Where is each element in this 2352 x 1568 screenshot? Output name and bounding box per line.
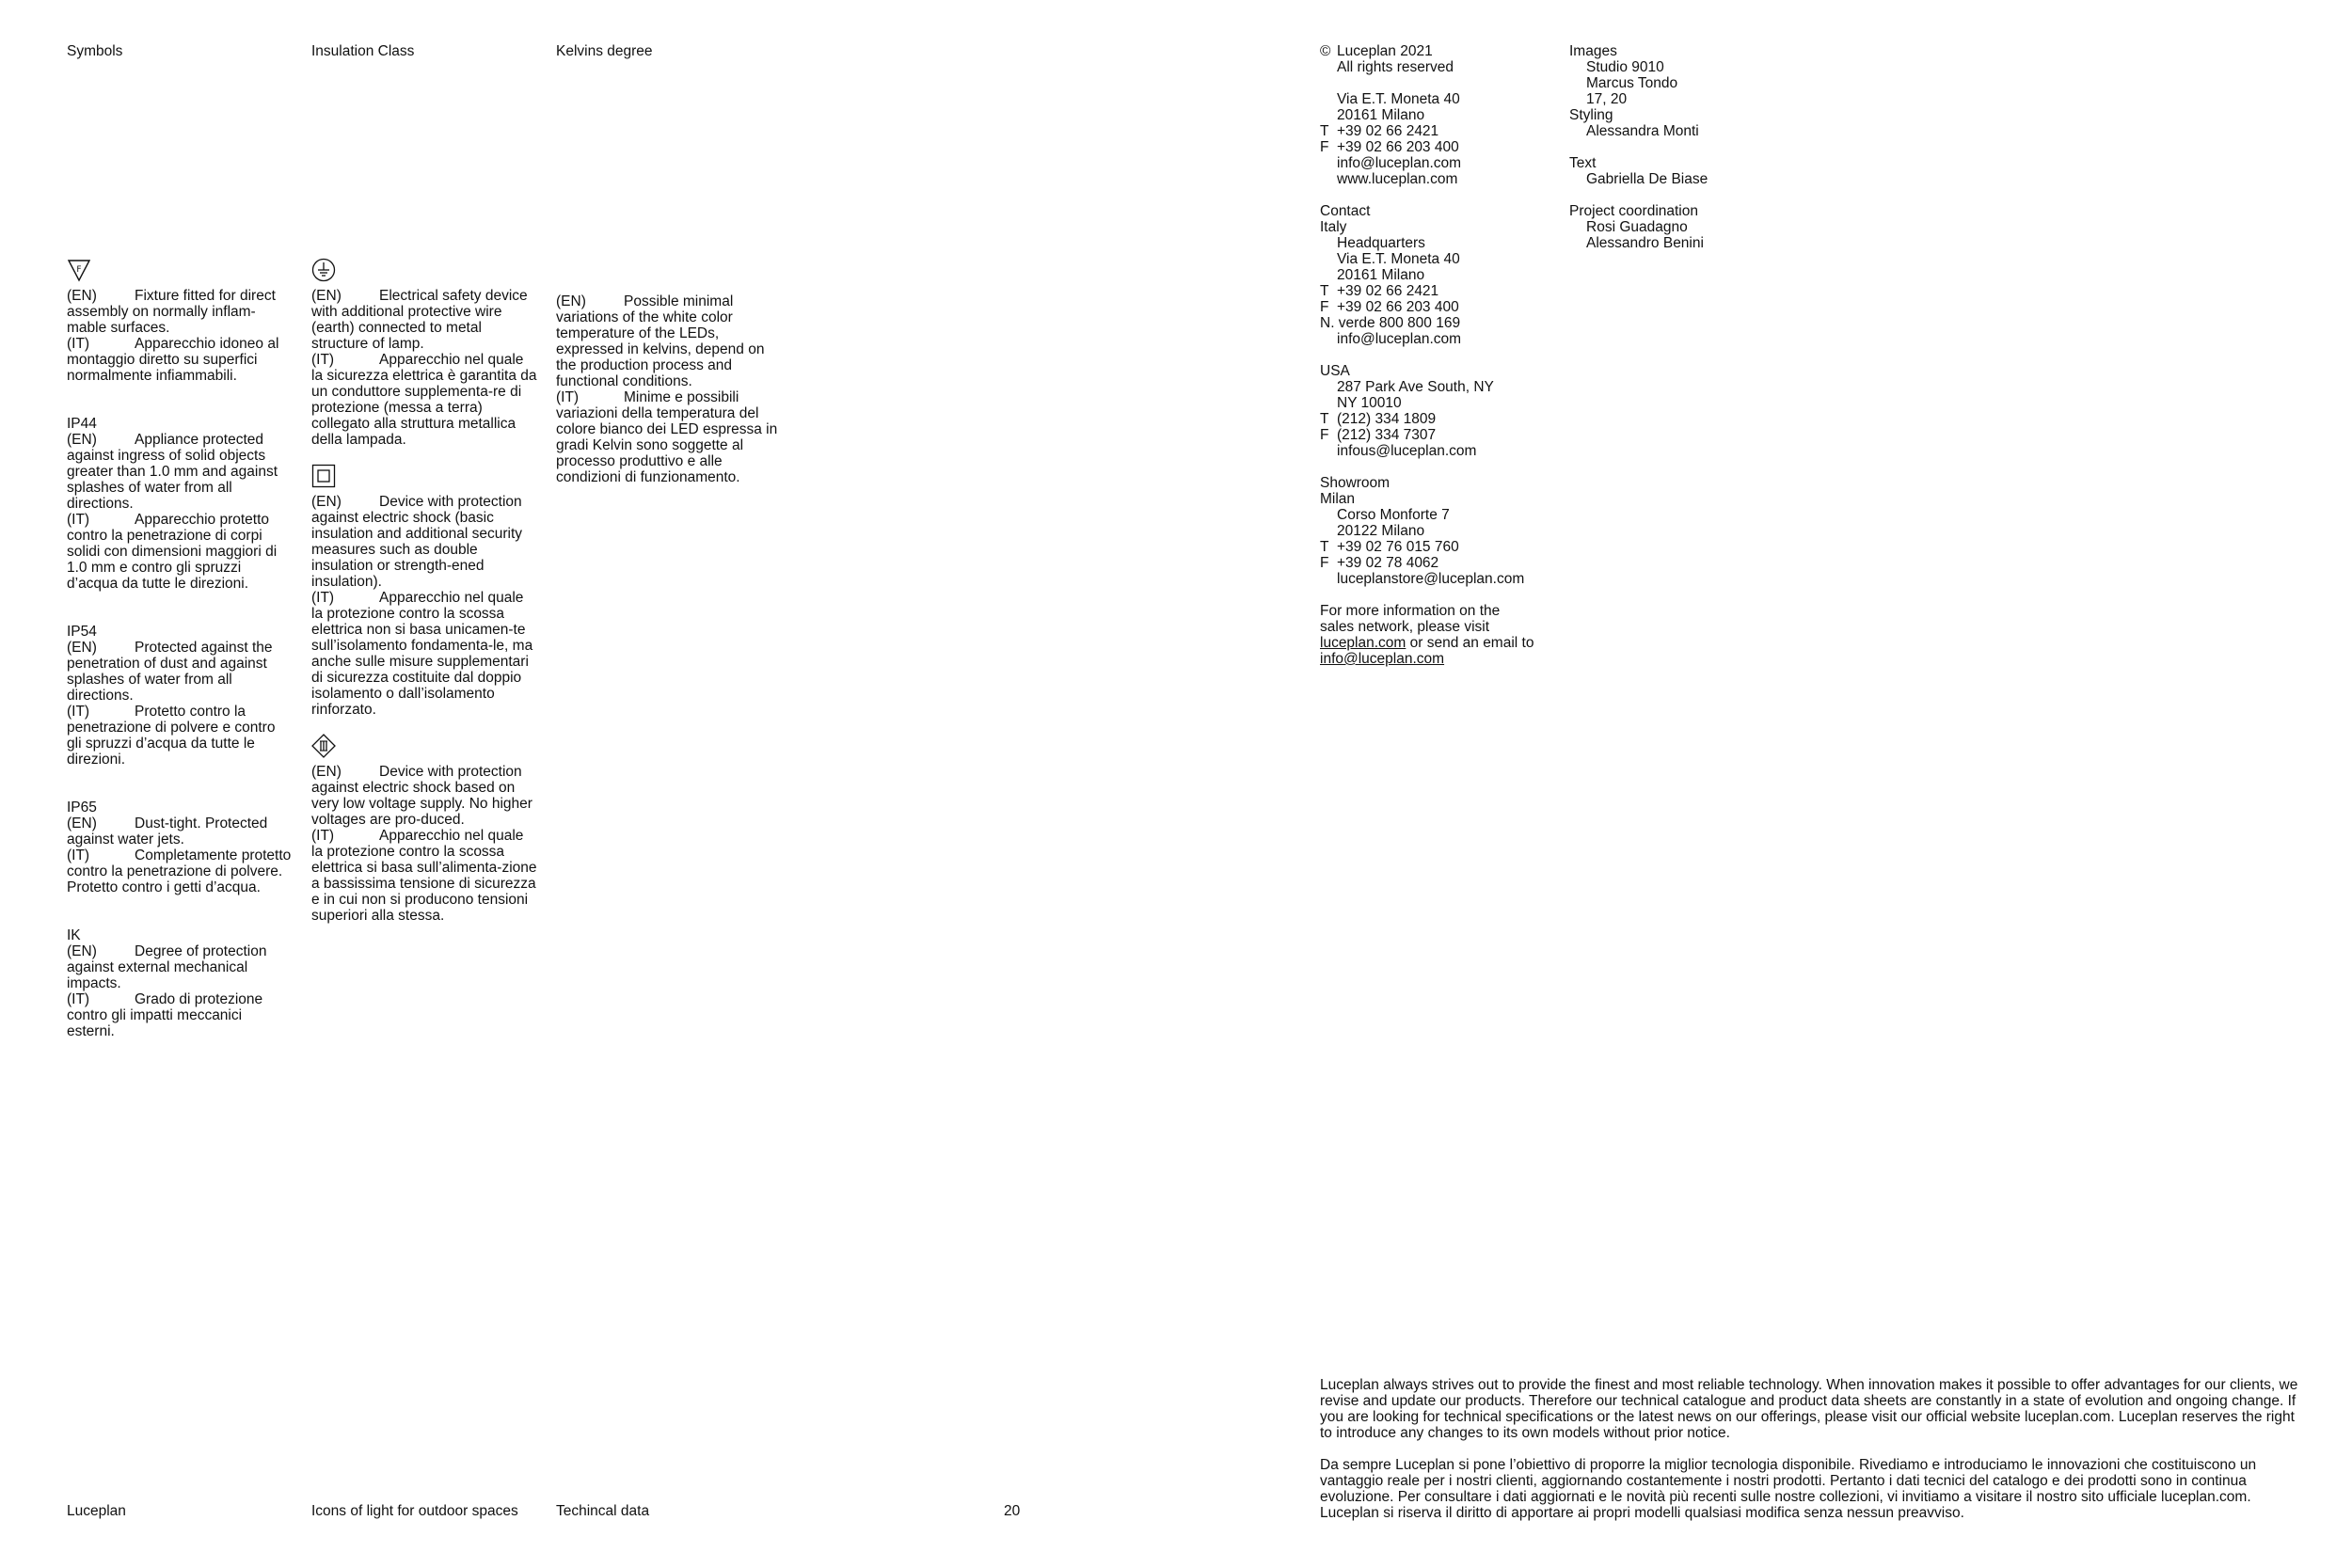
showroom-fax: +39 02 78 4062 bbox=[1337, 555, 1439, 571]
diamond-roman-three-icon bbox=[311, 734, 336, 758]
en-tag: (EN) bbox=[67, 288, 97, 304]
legal-notice bbox=[1320, 1377, 2298, 1521]
svg-text:F: F bbox=[76, 265, 82, 275]
fax-label: F bbox=[1320, 139, 1329, 155]
info-email-link[interactable]: info@luceplan.com bbox=[1320, 651, 1445, 667]
images-credit-3: 17, 20 bbox=[1586, 91, 1628, 107]
earth-en-text: Electrical safety device with additional protective wire (earth) connected to metal structure of lamp. bbox=[311, 288, 528, 352]
class3-en-text: Device with protection against electric shock based on very low voltage supply. No higher voltages are pro-duced. bbox=[311, 764, 532, 828]
phone-label: T bbox=[1320, 411, 1329, 427]
ip65-title: IP65 bbox=[67, 800, 97, 816]
ip44-title: IP44 bbox=[67, 416, 97, 432]
footer-section: Techincal data bbox=[556, 1503, 650, 1519]
f-mark-triangle-icon bbox=[67, 258, 91, 282]
hq-address-1: Via E.T. Moneta 40 bbox=[1337, 251, 1460, 267]
styling-title: Styling bbox=[1569, 107, 1613, 123]
footer-brand: Luceplan bbox=[67, 1503, 126, 1519]
en-tag: (EN) bbox=[311, 494, 342, 510]
showroom-email-link[interactable]: luceplanstore@luceplan.com bbox=[1337, 571, 1525, 587]
fax-label: F bbox=[1320, 555, 1329, 571]
en-tag: (EN) bbox=[311, 288, 342, 304]
usa-fax: (212) 334 7307 bbox=[1337, 427, 1437, 443]
ip44-it-text: Apparecchio protetto contro la penetrazione di corpi solidi con dimensioni maggiori di 1.0 mm e contro gli spruzzi d’acqua da tutte le direzioni. bbox=[67, 512, 278, 592]
class2-it-text: Apparecchio nel quale la protezione contro la scossa elettrica non si basa unicamen-te sull’isolamento fondamenta-le, ma anche sulle misure supplementari di sicurezza costituite dal doppio isolamento o dall’isolamento rinforzato. bbox=[311, 590, 533, 718]
website-link[interactable]: www.luceplan.com bbox=[1337, 171, 1458, 187]
ik-en-text: Degree of protection against external mechanical impacts. bbox=[67, 943, 267, 991]
it-tag: (IT) bbox=[67, 847, 90, 863]
fax-label: F bbox=[1320, 427, 1329, 443]
symbols-column bbox=[67, 258, 293, 1071]
kelvins-en-text: Possible minimal variations of the white color temperature of the LEDs, expressed in kelvins, depend on the production process and functional conditions. bbox=[556, 293, 765, 389]
ip54-title: IP54 bbox=[67, 624, 97, 640]
usa-title: USA bbox=[1320, 363, 1350, 379]
it-tag: (IT) bbox=[556, 389, 580, 405]
coordination-credit-2: Alessandro Benini bbox=[1586, 235, 1704, 251]
it-tag: (IT) bbox=[311, 590, 335, 606]
legal-it: Da sempre Luceplan si pone l’obiettivo di proporre la miglior tecnologia disponibile. Rivediamo e introduciamo le innovazioni che costituiscono un vantaggio reale per i nostri clienti, aggiornando costantemente i nostri prodotti. Pertanto i dati tecnici del catalogo e dei prodotti sono in continua evoluzione. Per consultare i dati aggiornati e le novità più recenti sulle nostre collezioni, vi invitiamo a visitare il nostro sito ufficiale luceplan.com. Luceplan si riserva il diritto di apportare ai propri modelli qualsiasi modifica senza nessun preavviso. bbox=[1320, 1457, 2257, 1521]
earth-it-text: Apparecchio nel quale la sicurezza elettrica è garantita da un conduttore supplementa-re di protezione (messa a terra) collegato alla struttura metallica della lampada. bbox=[311, 352, 537, 448]
ik-block bbox=[67, 927, 293, 1039]
class2-en-text: Device with protection against electric shock (basic insulation and additional security measures such as double insulation or strength-ened insulation). bbox=[311, 494, 523, 590]
kelvins-column bbox=[556, 293, 782, 485]
phone-label: T bbox=[1320, 283, 1329, 299]
en-tag: (EN) bbox=[67, 432, 97, 448]
hq-phone: +39 02 66 2421 bbox=[1337, 283, 1439, 299]
address-line-1: Via E.T. Moneta 40 bbox=[1337, 91, 1460, 107]
it-tag: (IT) bbox=[311, 352, 335, 368]
ip54-block bbox=[67, 624, 293, 768]
styling-credit: Alessandra Monti bbox=[1586, 123, 1699, 139]
phone-label: T bbox=[1320, 123, 1329, 139]
credits-column bbox=[1569, 43, 1804, 251]
kelvins-it-text: Minime e possibili variazioni della temperatura del colore bianco dei LED espressa in gradi Kelvin sono soggette al processo produttivo e alle condizioni di funzionamento. bbox=[556, 389, 778, 485]
more-info-line-1: For more information on the bbox=[1320, 603, 1501, 619]
text-credit: Gabriella De Biase bbox=[1586, 171, 1708, 187]
ip54-en-text: Protected against the penetration of dust and against splashes of water from all directions. bbox=[67, 640, 273, 704]
ik-title: IK bbox=[67, 927, 81, 943]
it-tag: (IT) bbox=[67, 991, 90, 1007]
usa-address-2: NY 10010 bbox=[1337, 395, 1402, 411]
class2-block bbox=[311, 464, 537, 718]
coordination-title: Project coordination bbox=[1569, 203, 1698, 219]
hq-email-link[interactable]: info@luceplan.com bbox=[1337, 331, 1462, 347]
f-mark-it-text: Apparecchio idoneo al montaggio diretto su superfici normalmente infiammabili. bbox=[67, 336, 279, 384]
hq-toll-free: N. verde 800 800 169 bbox=[1320, 315, 1461, 331]
double-square-icon bbox=[311, 464, 336, 488]
phone-label: T bbox=[1320, 539, 1329, 555]
usa-address-1: 287 Park Ave South, NY bbox=[1337, 379, 1494, 395]
contact-title: Contact bbox=[1320, 203, 1371, 219]
hq-address-2: 20161 Milano bbox=[1337, 267, 1425, 283]
class3-it-text: Apparecchio nel quale la protezione contro la scossa elettrica si basa sull’alimenta-zione a bassissima tensione di sicurezza e in cui non si producono tensioni superiori alla stessa. bbox=[311, 828, 537, 924]
luceplan-link[interactable]: luceplan.com bbox=[1320, 635, 1406, 651]
en-tag: (EN) bbox=[311, 764, 342, 780]
insulation-column bbox=[311, 258, 537, 924]
it-tag: (IT) bbox=[67, 704, 90, 720]
showroom-address-2: 20122 Milano bbox=[1337, 523, 1425, 539]
phone: +39 02 66 2421 bbox=[1337, 123, 1439, 139]
earth-block bbox=[311, 258, 537, 448]
fax: +39 02 66 203 400 bbox=[1337, 139, 1459, 155]
usa-email-link[interactable]: infous@luceplan.com bbox=[1337, 443, 1477, 459]
showroom-phone: +39 02 76 015 760 bbox=[1337, 539, 1459, 555]
class3-block bbox=[311, 734, 537, 924]
images-credit-2: Marcus Tondo bbox=[1586, 75, 1678, 91]
fax-label: F bbox=[1320, 299, 1329, 315]
copyright: Luceplan 2021 bbox=[1337, 43, 1433, 59]
rights: All rights reserved bbox=[1337, 59, 1454, 75]
en-tag: (EN) bbox=[556, 293, 586, 309]
images-credit-1: Studio 9010 bbox=[1586, 59, 1664, 75]
images-title: Images bbox=[1569, 43, 1617, 59]
header-kelvins-degree: Kelvins degree bbox=[556, 43, 653, 59]
address-line-2: 20161 Milano bbox=[1337, 107, 1425, 123]
italy-title: Italy bbox=[1320, 219, 1347, 235]
copyright-sign: © bbox=[1320, 43, 1331, 59]
more-info-line-2: sales network, please visit bbox=[1320, 619, 1490, 635]
it-tag: (IT) bbox=[311, 828, 335, 844]
header-insulation-class: Insulation Class bbox=[311, 43, 415, 59]
email-link[interactable]: info@luceplan.com bbox=[1337, 155, 1462, 171]
ip44-block bbox=[67, 416, 293, 592]
showroom-address-1: Corso Monforte 7 bbox=[1337, 507, 1450, 523]
contact-column bbox=[1320, 43, 1555, 667]
en-tag: (EN) bbox=[67, 816, 97, 832]
f-mark-block bbox=[67, 258, 293, 384]
milan-title: Milan bbox=[1320, 491, 1356, 507]
usa-phone: (212) 334 1809 bbox=[1337, 411, 1437, 427]
it-tag: (IT) bbox=[67, 512, 90, 528]
header-symbols: Symbols bbox=[67, 43, 123, 59]
coordination-credit-1: Rosi Guadagno bbox=[1586, 219, 1688, 235]
ip65-it-text: Completamente protetto contro la penetrazione di polvere. Protetto contro i getti d’acqua. bbox=[67, 847, 292, 895]
ip65-block bbox=[67, 800, 293, 895]
legal-en: Luceplan always strives out to provide the finest and most reliable technology. When innovation makes it possible to offer advantages for our clients, we revise and update our products. Therefore our technical catalogue and product data sheets are constantly in a state of evolution and ongoing change. If you are looking for technical specifications or the latest news on our offerings, please visit our official website luceplan.com. Luceplan reserves the right to introduce any changes to its own models without prior notice. bbox=[1320, 1377, 2298, 1441]
text-title: Text bbox=[1569, 155, 1597, 171]
ip65-en-text: Dust-tight. Protected against water jets. bbox=[67, 816, 268, 847]
showroom-title: Showroom bbox=[1320, 475, 1391, 491]
more-info-line-3: or send an email to bbox=[1406, 635, 1534, 651]
ip44-en-text: Appliance protected against ingress of solid objects greater than 1.0 mm and against splashes of water from all directions. bbox=[67, 432, 278, 512]
it-tag: (IT) bbox=[67, 336, 90, 352]
headquarters: Headquarters bbox=[1337, 235, 1425, 251]
ik-it-text: Grado di protezione contro gli impatti meccanici esterni. bbox=[67, 991, 263, 1039]
earth-ground-icon bbox=[311, 258, 336, 282]
footer-collection: Icons of light for outdoor spaces bbox=[311, 1503, 518, 1519]
f-mark-en-text: Fixture fitted for direct assembly on normally inflam-mable surfaces. bbox=[67, 288, 276, 336]
en-tag: (EN) bbox=[67, 640, 97, 656]
hq-fax: +39 02 66 203 400 bbox=[1337, 299, 1459, 315]
ip54-it-text: Protetto contro la penetrazione di polvere e contro gli spruzzi d’acqua da tutte le direzioni. bbox=[67, 704, 276, 768]
en-tag: (EN) bbox=[67, 943, 97, 959]
page-number: 20 bbox=[1004, 1503, 1021, 1519]
